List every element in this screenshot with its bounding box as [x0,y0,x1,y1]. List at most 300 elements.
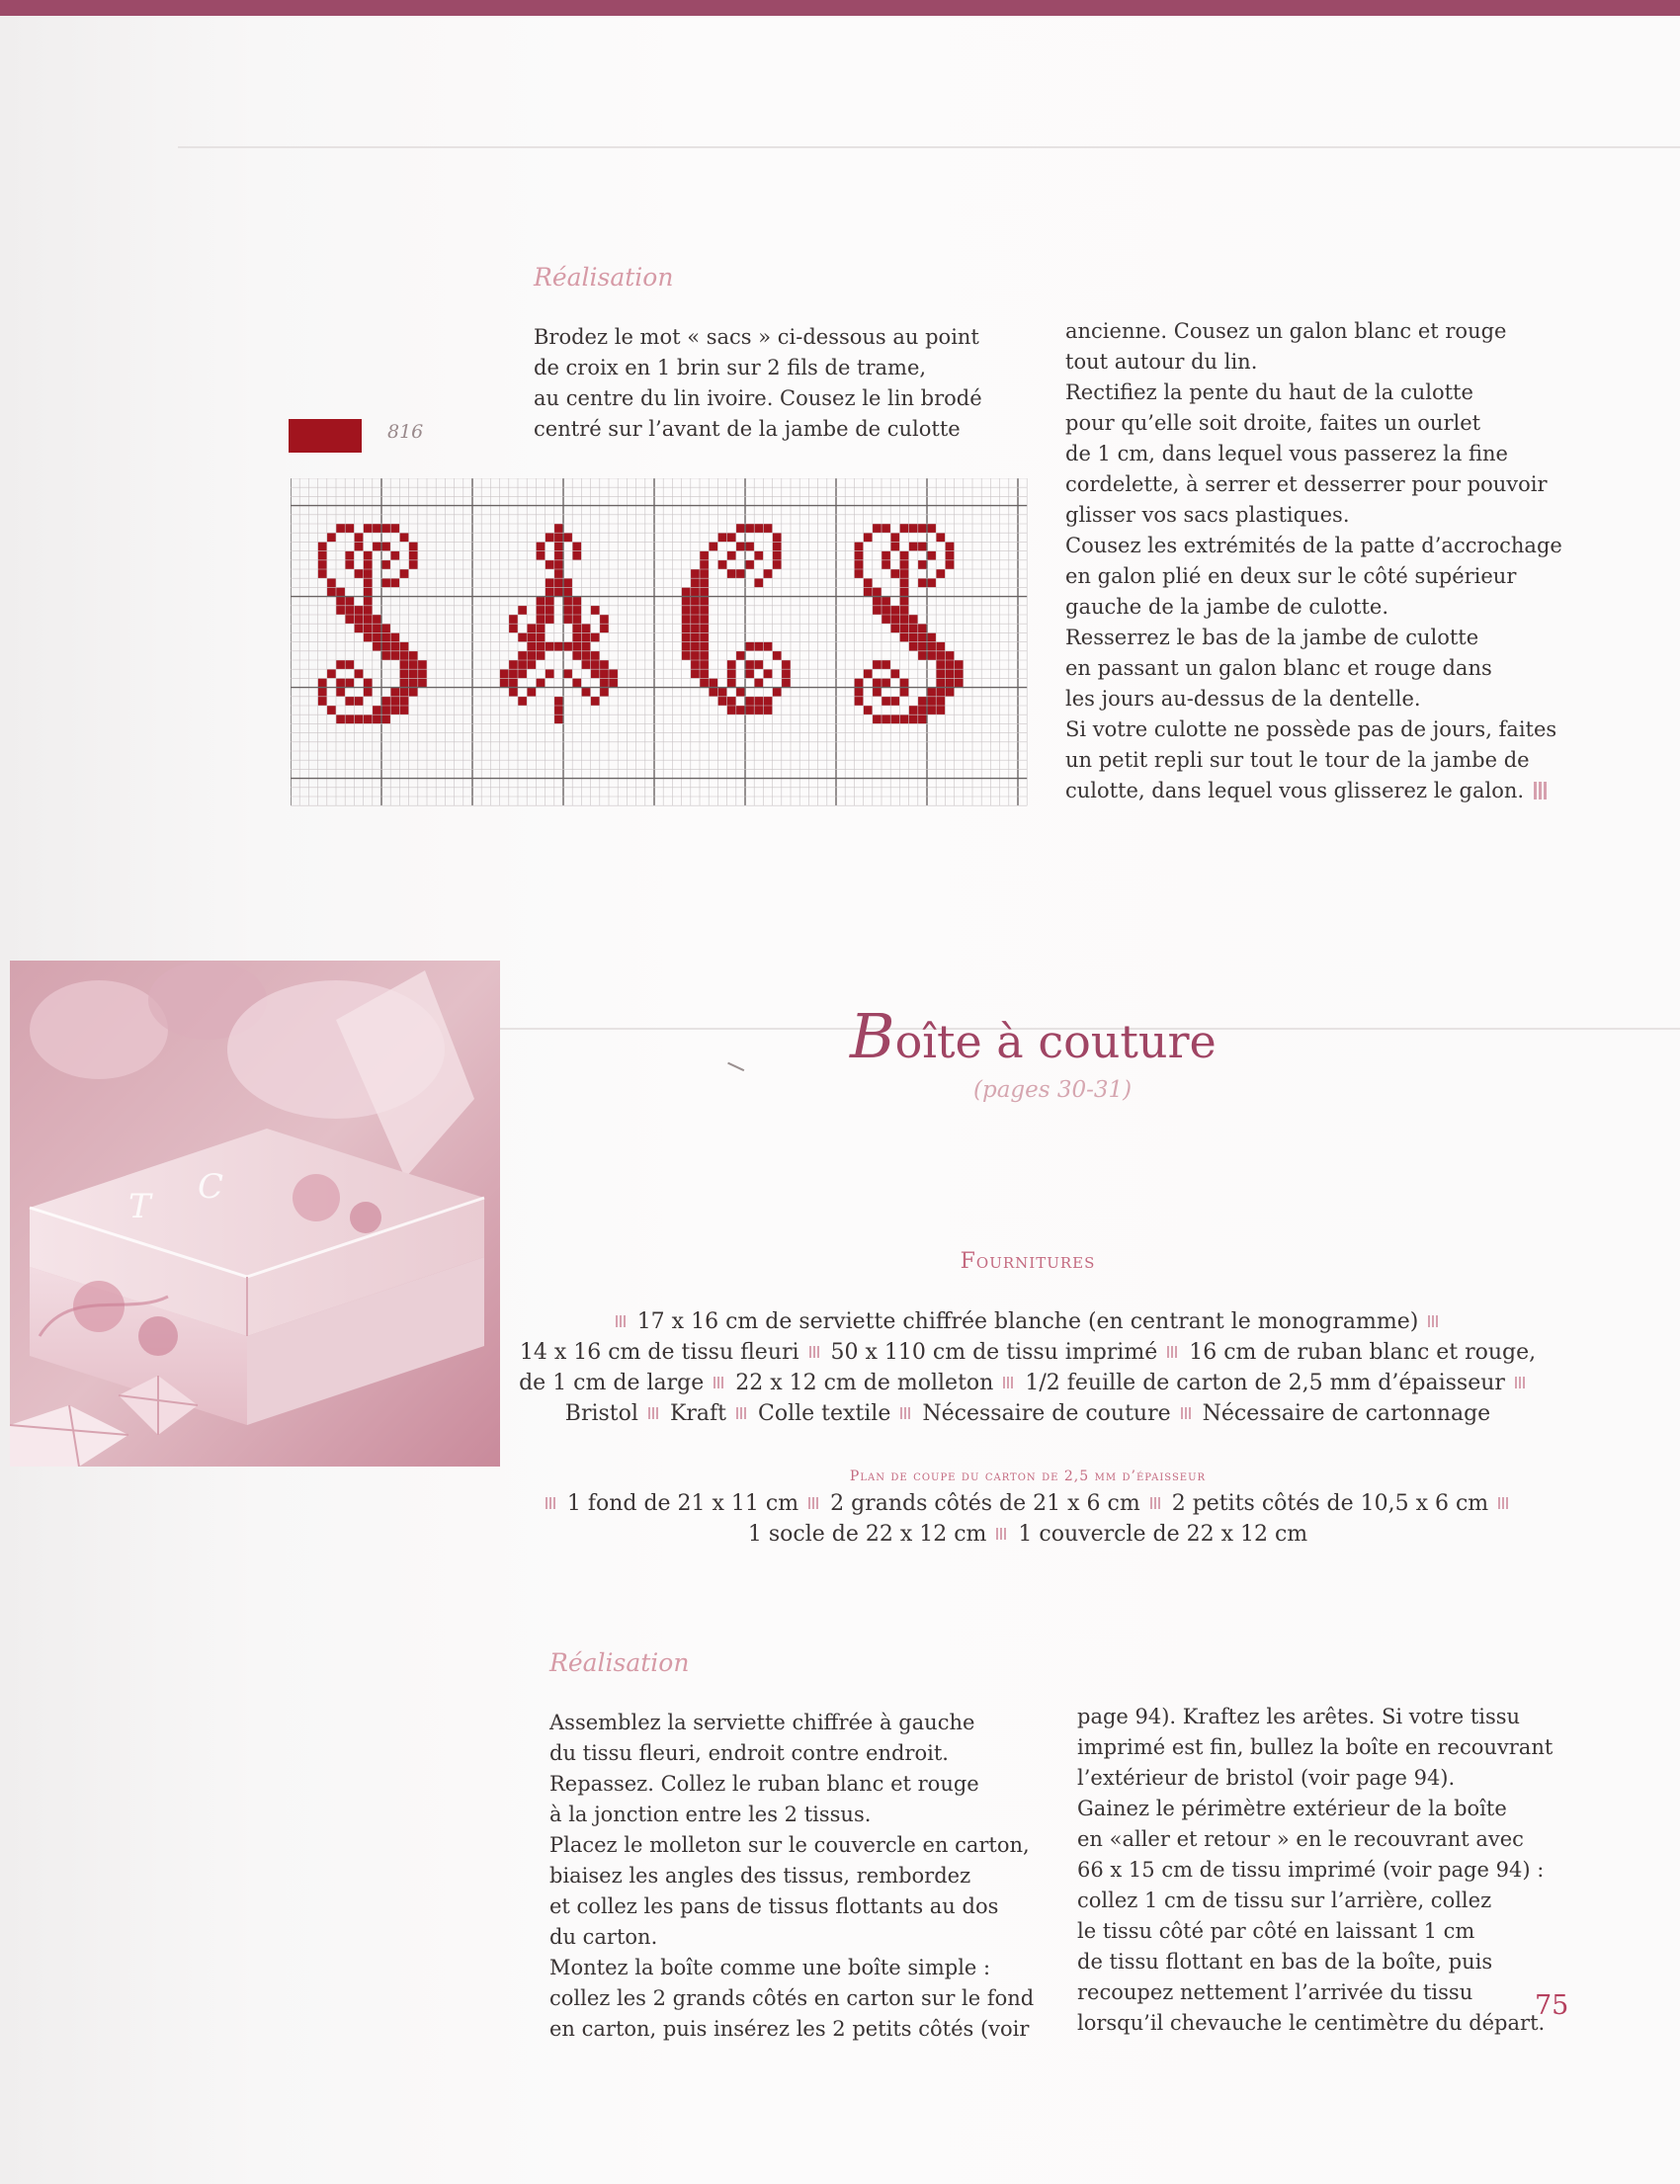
stitch [318,678,327,687]
text-line: culotte, dans lequel vous glisserez le galon. [1065,779,1525,802]
stitch [927,578,936,587]
stitch [736,569,745,578]
stitch [909,706,918,714]
stitch [854,560,863,569]
text-line: recoupez nettement l’arrivée du tissu [1077,1980,1473,2004]
stitch [773,688,782,697]
stitch [546,669,554,678]
stitch [899,624,908,632]
stitch [882,714,890,723]
text-line: du carton. [549,1925,658,1949]
section1-heading: Réalisation [534,263,674,292]
stitch [591,697,600,706]
page-title [850,1000,1217,1072]
stitch [390,551,399,560]
stitch [345,606,354,615]
stitch [909,615,918,624]
stitch [691,597,700,606]
stitch [518,660,527,669]
stitch [399,697,408,706]
stitch [899,678,908,687]
supply-item: de 1 cm de large [519,1371,705,1395]
text-line: l’extérieur de bristol (voir page 94). [1077,1766,1456,1790]
stitch [763,569,772,578]
stitch [927,524,936,533]
stitch [909,524,918,533]
stitch [345,660,354,669]
stitch [745,660,754,669]
supply-item: 14 x 16 cm de tissu fleuri [519,1340,799,1365]
stitch [381,714,390,723]
stitch [890,714,899,723]
stitch [563,533,572,542]
stitch [936,533,945,542]
stitch [373,714,381,723]
stitch [373,524,381,533]
stitch [600,669,609,678]
stitch [409,678,418,687]
stitch [745,706,754,714]
stitch [682,632,691,641]
stitch [899,587,908,596]
top-color-band [0,0,1680,16]
stitch [518,606,527,615]
stitch [527,642,536,651]
stitch [736,706,745,714]
stitch [918,697,927,706]
stitch [336,688,345,697]
stitch [554,697,563,706]
stitch [409,551,418,560]
stitch [918,632,927,641]
stitch [554,542,563,550]
stitch [918,706,927,714]
stitch [381,632,390,641]
stitch [873,587,882,596]
stitch [581,632,590,641]
stitch [717,697,726,706]
stitch [918,714,927,723]
stitch [936,678,945,687]
stitch [882,678,890,687]
stitch [936,660,945,669]
stitch [691,606,700,615]
stitch [318,697,327,706]
stitch [600,678,609,687]
stitch [754,642,763,651]
stitch [399,651,408,660]
stitch [327,669,336,678]
separator [900,1407,912,1419]
stitch [518,632,527,641]
text-line: au centre du lin ivoire. Cousez le lin brodé [534,386,982,410]
stitch [354,714,363,723]
stitch [390,688,399,697]
stitch [336,678,345,687]
stitch [381,624,390,632]
stitch [899,632,908,641]
stitch [354,697,363,706]
stitch [399,533,408,542]
stitch [864,533,873,542]
stitch [572,606,581,615]
text-line: Cousez les extrémités de la patte d’accrochage [1065,534,1562,557]
title-text: oîte à couture [894,1015,1217,1068]
cutting-item: 1 socle de 22 x 12 cm [747,1522,987,1547]
stitch [345,678,354,687]
stitch [527,651,536,660]
text-line: en passant un galon blanc et rouge dans [1065,656,1492,680]
stitch [763,642,772,651]
stitch [873,688,882,697]
stitch [717,533,726,542]
stitch [918,624,927,632]
scan-mark [724,1062,745,1079]
stitch [700,560,709,569]
stitch [500,669,509,678]
stitch [563,669,572,678]
stitch [936,706,945,714]
stitch [682,651,691,660]
stitch [754,578,763,587]
stitch [691,587,700,596]
stitch [418,678,427,687]
stitch [409,669,418,678]
text-line: tout autour du lin. [1065,350,1258,374]
stitch [563,597,572,606]
stitch [936,669,945,678]
supply-item: Bristol [564,1401,638,1426]
stitch [945,560,954,569]
stitch [364,597,373,606]
stitch [700,597,709,606]
stitch [899,597,908,606]
cutting-plan-list [494,1488,1561,1550]
cutting-item: 1 couvercle de 22 x 12 cm [1018,1522,1308,1547]
stitch [364,714,373,723]
text-line: ancienne. Cousez un galon blanc et rouge [1065,319,1507,343]
stitch [927,697,936,706]
stitch [563,578,572,587]
stitch [390,524,399,533]
stitch [909,542,918,550]
text-line: 66 x 15 cm de tissu imprimé (voir page 94) : [1077,1858,1545,1882]
supply-item: Nécessaire de cartonnage [1202,1401,1491,1426]
text-line: Assemblez la serviette chiffrée à gauche [549,1711,975,1734]
stitch [691,642,700,651]
stitch [745,560,754,569]
stitch [890,533,899,542]
text-line: gauche de la jambe de culotte. [1065,595,1388,619]
stitch [327,587,336,596]
stitch [381,578,390,587]
stitch [546,587,554,596]
stitch [899,551,908,560]
stitch [899,578,908,587]
stitch [546,615,554,624]
stitch [873,714,882,723]
stitch [364,569,373,578]
text-line: Rectifiez la pente du haut de la culotte [1065,380,1473,404]
stitch [390,706,399,714]
stitch [727,697,736,706]
stitch [882,697,890,706]
stitch [563,587,572,596]
stitch [854,688,863,697]
separator [1003,1377,1015,1388]
text-line: Brodez le mot « sacs » ci-dessous au point [534,325,979,349]
stitch [327,706,336,714]
stitch [918,651,927,660]
stitch [736,688,745,697]
text-line: les jours au-dessus de la dentelle. [1065,687,1421,711]
stitch [882,597,890,606]
stitch [873,678,882,687]
text-line: collez 1 cm de tissu sur l’arrière, collez [1077,1889,1492,1912]
supply-item: 16 cm de ruban blanc et rouge, [1189,1340,1537,1365]
stitch [354,669,363,678]
section1-column2 [1065,316,1562,806]
stitch [854,551,863,560]
stitch [945,688,954,697]
stitch [745,642,754,651]
stitch [682,615,691,624]
end-of-text-mark [1534,782,1548,799]
title-initial: B [850,1000,895,1072]
section2-column1 [549,1708,1034,2045]
stitch [682,624,691,632]
stitch [572,632,581,641]
stitch [509,660,518,669]
stitch [727,706,736,714]
stitch [581,642,590,651]
stitch [700,569,709,578]
stitch [364,560,373,569]
stitch [691,615,700,624]
stitch [572,651,581,660]
stitch [509,678,518,687]
stitch [554,560,563,569]
stitch [709,542,717,550]
stitch [581,660,590,669]
stitch [527,688,536,697]
stitch [336,714,345,723]
section2-heading: Réalisation [549,1648,690,1677]
stitch [591,660,600,669]
stitch [736,524,745,533]
stitch [773,542,782,550]
stitch [717,688,726,697]
text-line: biaisez les angles des tissus, rembordez [549,1864,971,1888]
stitch [945,678,954,687]
stitch [554,706,563,714]
stitch [336,587,345,596]
separator [1498,1497,1510,1509]
stitch [345,524,354,533]
stitch [418,660,427,669]
text-line: collez les 2 grands côtés en carton sur le fond [549,1986,1035,2010]
stitch [945,660,954,669]
stitch [409,688,418,697]
stitch [691,660,700,669]
stitch [364,606,373,615]
svg-text:C: C [198,1167,224,1207]
stitch [509,615,518,624]
stitch [745,669,754,678]
stitch [763,669,772,678]
text-line: Montez la boîte comme une boîte simple : [549,1956,991,1979]
stitch [390,697,399,706]
stitch [390,632,399,641]
text-line: imprimé est fin, bullez la boîte en recouvrant [1077,1735,1554,1759]
svg-text:T: T [128,1187,151,1226]
stitch [364,524,373,533]
stitch [399,688,408,697]
stitch [955,678,964,687]
stitch [700,651,709,660]
text-line: le tissu côté par côté en laissant 1 cm [1077,1919,1475,1943]
stitch [399,642,408,651]
stitch [936,697,945,706]
page-number: 75 [1535,1990,1569,2021]
stitch [854,678,863,687]
separator [714,1377,725,1388]
stitch [364,615,373,624]
stitch [381,651,390,660]
separator [1181,1407,1193,1419]
stitch [927,706,936,714]
stitch [364,632,373,641]
stitch [782,678,791,687]
stitch [554,714,563,723]
stitch [882,606,890,615]
stitch [336,606,345,615]
stitch [536,606,545,615]
stitch [909,632,918,641]
stitch [936,642,945,651]
cutting-plan-heading: Plan de coupe du carton de 2,5 mm d’épaisseur [849,1469,1207,1484]
stitch [345,597,354,606]
stitch [381,524,390,533]
stitch [527,624,536,632]
stitch [899,615,908,624]
stitch [955,669,964,678]
supply-item: 50 x 110 cm de tissu imprimé [830,1340,1158,1365]
stitch [354,569,363,578]
stitch [509,624,518,632]
stitch [873,606,882,615]
stitch [700,642,709,651]
text-line: en carton, puis insérez les 2 petits côtés (voir [549,2017,1030,2041]
stitch [782,660,791,669]
text-line: page 94). Kraftez les arêtes. Si votre tissu [1077,1705,1521,1728]
stitch [327,533,336,542]
stitch [736,542,745,550]
text-line: du tissu fleuri, endroit contre endroit. [549,1741,949,1765]
stitch [754,706,763,714]
stitch [554,551,563,560]
stitch [336,660,345,669]
stitch [591,606,600,615]
stitch [354,542,363,550]
thread-color-swatch [289,419,362,453]
stitch [399,569,408,578]
supplies-heading: Fournitures [960,1249,1096,1274]
text-line: et collez les pans de tissus flottants au dos [549,1894,999,1918]
stitch [345,560,354,569]
stitch [918,560,927,569]
stitch [745,524,754,533]
text-line: pour qu’elle soit droite, faites un ourlet [1065,411,1481,435]
stitch [563,615,572,624]
stitch [364,578,373,587]
stitch [373,624,381,632]
stitch [727,669,736,678]
stitch [318,542,327,550]
stitch [864,587,873,596]
stitch [782,669,791,678]
stitch [754,524,763,533]
stitch [691,669,700,678]
stitch [727,660,736,669]
supply-item: Colle textile [758,1401,891,1426]
stitch [536,551,545,560]
stitch [373,642,381,651]
stitch [345,615,354,624]
stitch [381,542,390,550]
supply-item: 1/2 feuille de carton de 2,5 mm d’épaisseur [1025,1371,1505,1395]
stitch [890,669,899,678]
stitch [691,632,700,641]
stitch [409,651,418,660]
text-line: de 1 cm, dans lequel vous passerez la fine [1065,442,1508,465]
separator [1167,1346,1179,1358]
text-line: glisser vos sacs plastiques. [1065,503,1350,527]
stitch [700,678,709,687]
stitch [773,560,782,569]
stitch [691,569,700,578]
stitch [563,642,572,651]
stitch [700,551,709,560]
text-line: centré sur l’avant de la jambe de culotte [534,417,961,441]
stitch [536,542,545,550]
text-line: Resserrez le bas de la jambe de culotte [1065,626,1479,649]
separator [996,1528,1008,1540]
stitch [581,651,590,660]
stitch [327,578,336,587]
text-line: lorsqu’il chevauche le centimètre du départ. [1077,2011,1546,2035]
stitch [354,533,363,542]
stitch [381,642,390,651]
stitch [546,533,554,542]
stitch [518,697,527,706]
stitch [546,578,554,587]
stitch [918,642,927,651]
stitch [364,587,373,596]
stitch [927,642,936,651]
stitch [354,624,363,632]
stitch [373,542,381,550]
stitch [591,669,600,678]
stitch [600,624,609,632]
stitch [864,669,873,678]
stitch [691,624,700,632]
stitch [890,569,899,578]
stitch [700,578,709,587]
stitch [909,714,918,723]
stitch [854,542,863,550]
section1-column1 [534,322,982,445]
